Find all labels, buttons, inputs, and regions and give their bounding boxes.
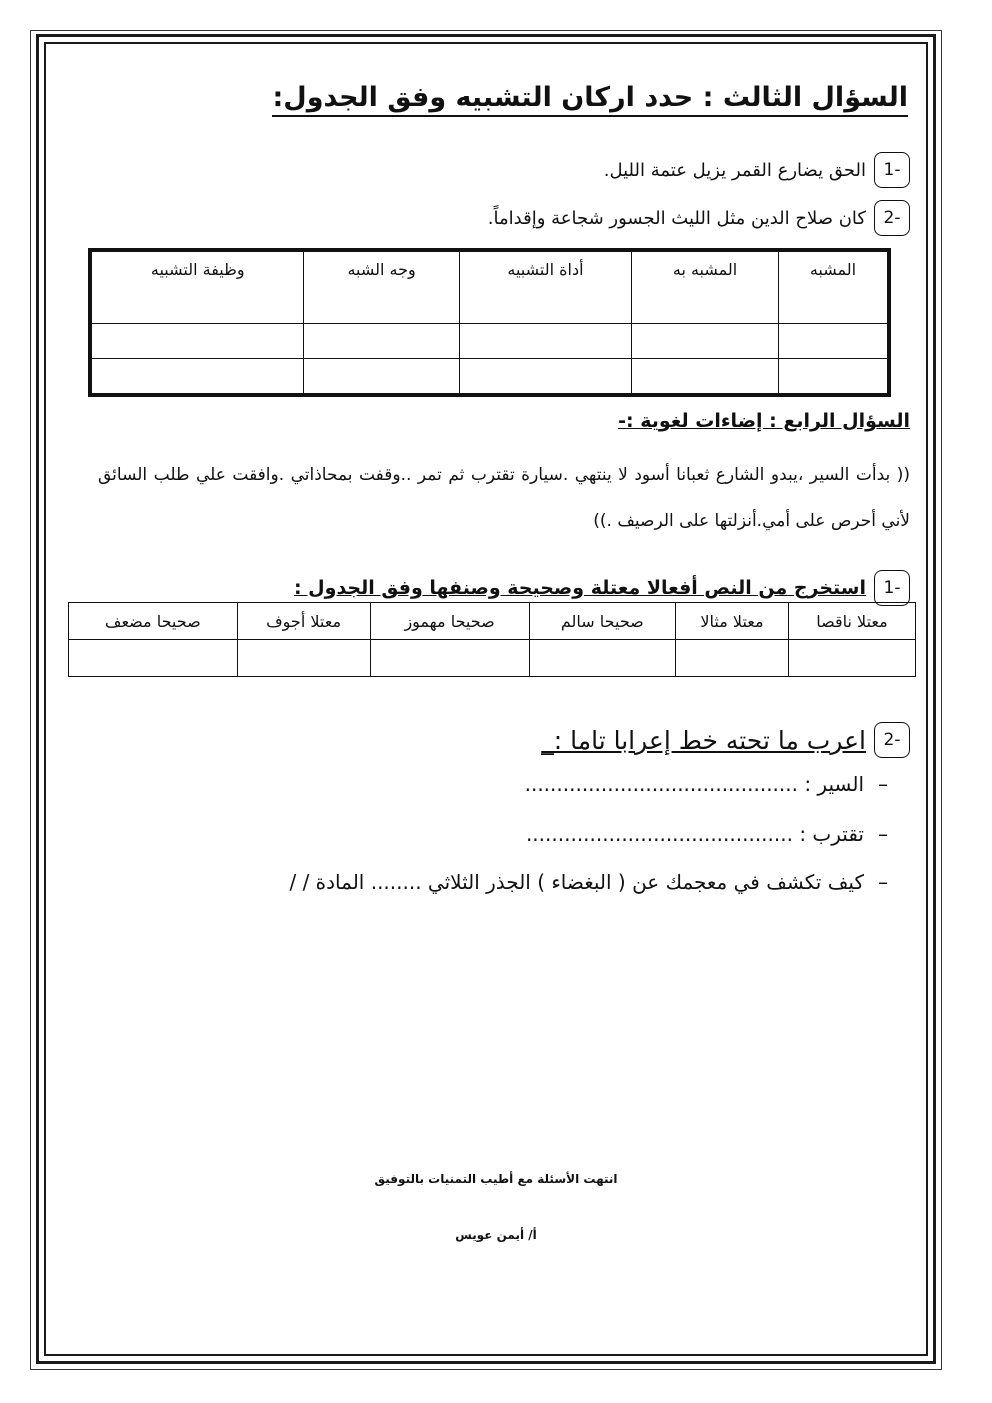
answer-cell[interactable] — [304, 324, 459, 359]
q3-item-2 — [488, 200, 910, 236]
item-number-badge: -1 — [874, 570, 910, 606]
answer-cell[interactable] — [69, 640, 238, 677]
parse-line-2 — [526, 822, 888, 846]
teacher-name: أ/ أيمن عويس — [455, 1228, 537, 1242]
answer-cell[interactable] — [632, 359, 779, 396]
q3-item-2-text: كان صلاح الدين مثل الليث الجسور شجاعة وإقداماً. — [487, 207, 866, 229]
dash-bullet: – — [878, 822, 888, 846]
dash-bullet: – — [878, 870, 888, 894]
q4-task-2 — [541, 722, 910, 758]
table-header-row — [90, 250, 889, 324]
q4-task-1-title: استخرج من النص أفعالا معتلة وصحيحة وصنفها وفق الجدول : — [293, 577, 866, 599]
table-header-cell: المشبه به — [632, 250, 779, 324]
answer-cell[interactable] — [778, 359, 889, 396]
table-row — [90, 359, 889, 396]
answer-cell[interactable] — [632, 324, 779, 359]
table-header-cell: معتلا أجوف — [237, 603, 370, 640]
question-three-title: السؤال الثالث : حدد اركان التشبيه وفق الجدول: — [272, 82, 908, 117]
answer-cell[interactable] — [676, 640, 789, 677]
table-row — [90, 324, 889, 359]
table-header-cell: صحيحا سالم — [529, 603, 675, 640]
answer-cell[interactable] — [788, 640, 915, 677]
q4-task-2-title: اعرب ما تحته خط إعرابا تاما :_ — [541, 725, 866, 755]
table-header-cell: المشبه — [778, 250, 889, 324]
table-header-row — [69, 603, 916, 640]
table-header-cell: أداة التشبيه — [459, 250, 631, 324]
q3-item-1-text: الحق يضارع القمر يزيل عتمة الليل. — [603, 159, 866, 181]
parse-line-1-text[interactable]: السير : ........................................... — [524, 772, 864, 796]
table-header-cell: معتلا ناقصا — [788, 603, 915, 640]
simile-table — [88, 248, 891, 397]
question-four-title: السؤال الرابع : إضاءات لغوية :- — [618, 410, 910, 432]
answer-cell[interactable] — [90, 359, 304, 396]
page-border-inner — [44, 42, 928, 1356]
parse-line-3-text[interactable]: كيف تكشف في معجمك عن ( البغضاء ) الجذر الثلاثي ........ المادة / / — [289, 870, 864, 894]
answer-cell[interactable] — [237, 640, 370, 677]
table-header-cell: صحيحا مهموز — [370, 603, 529, 640]
verbs-table — [68, 602, 916, 677]
answer-cell[interactable] — [304, 359, 459, 396]
reading-passage: (( بدأت السير ،يبدو الشارع ثعبانا أسود لا ينتهي .سيارة تقترب ثم تمر ..وقفت بمحاذاتي .وافقت علي طلب السائق لأني أحرص على أمي.أنزلتها على الرصيف .)) — [98, 465, 910, 531]
item-number-badge: -2 — [874, 200, 910, 236]
q4-task-1 — [294, 570, 910, 606]
table-header-cell: وجه الشبه — [304, 250, 459, 324]
answer-cell[interactable] — [778, 324, 889, 359]
table-row — [69, 640, 916, 677]
dash-bullet: – — [878, 772, 888, 796]
answer-cell[interactable] — [90, 324, 304, 359]
answer-cell[interactable] — [459, 359, 631, 396]
parse-line-2-text[interactable]: تقترب : .......................................... — [525, 822, 864, 846]
item-number-badge: -2 — [874, 722, 910, 758]
table-header-cell: صحيحا مضعف — [69, 603, 238, 640]
item-number-badge: -1 — [874, 152, 910, 188]
parse-line-1 — [525, 772, 888, 796]
answer-cell[interactable] — [529, 640, 675, 677]
answer-cell[interactable] — [370, 640, 529, 677]
q3-item-1 — [604, 152, 910, 188]
parse-line-3 — [289, 870, 888, 894]
closing-note: انتهت الأسئلة مع أطيب التمنيات بالتوفيق — [374, 1172, 618, 1186]
answer-cell[interactable] — [459, 324, 631, 359]
table-header-cell: وظيفة التشبيه — [90, 250, 304, 324]
table-header-cell: معتلا مثالا — [676, 603, 789, 640]
